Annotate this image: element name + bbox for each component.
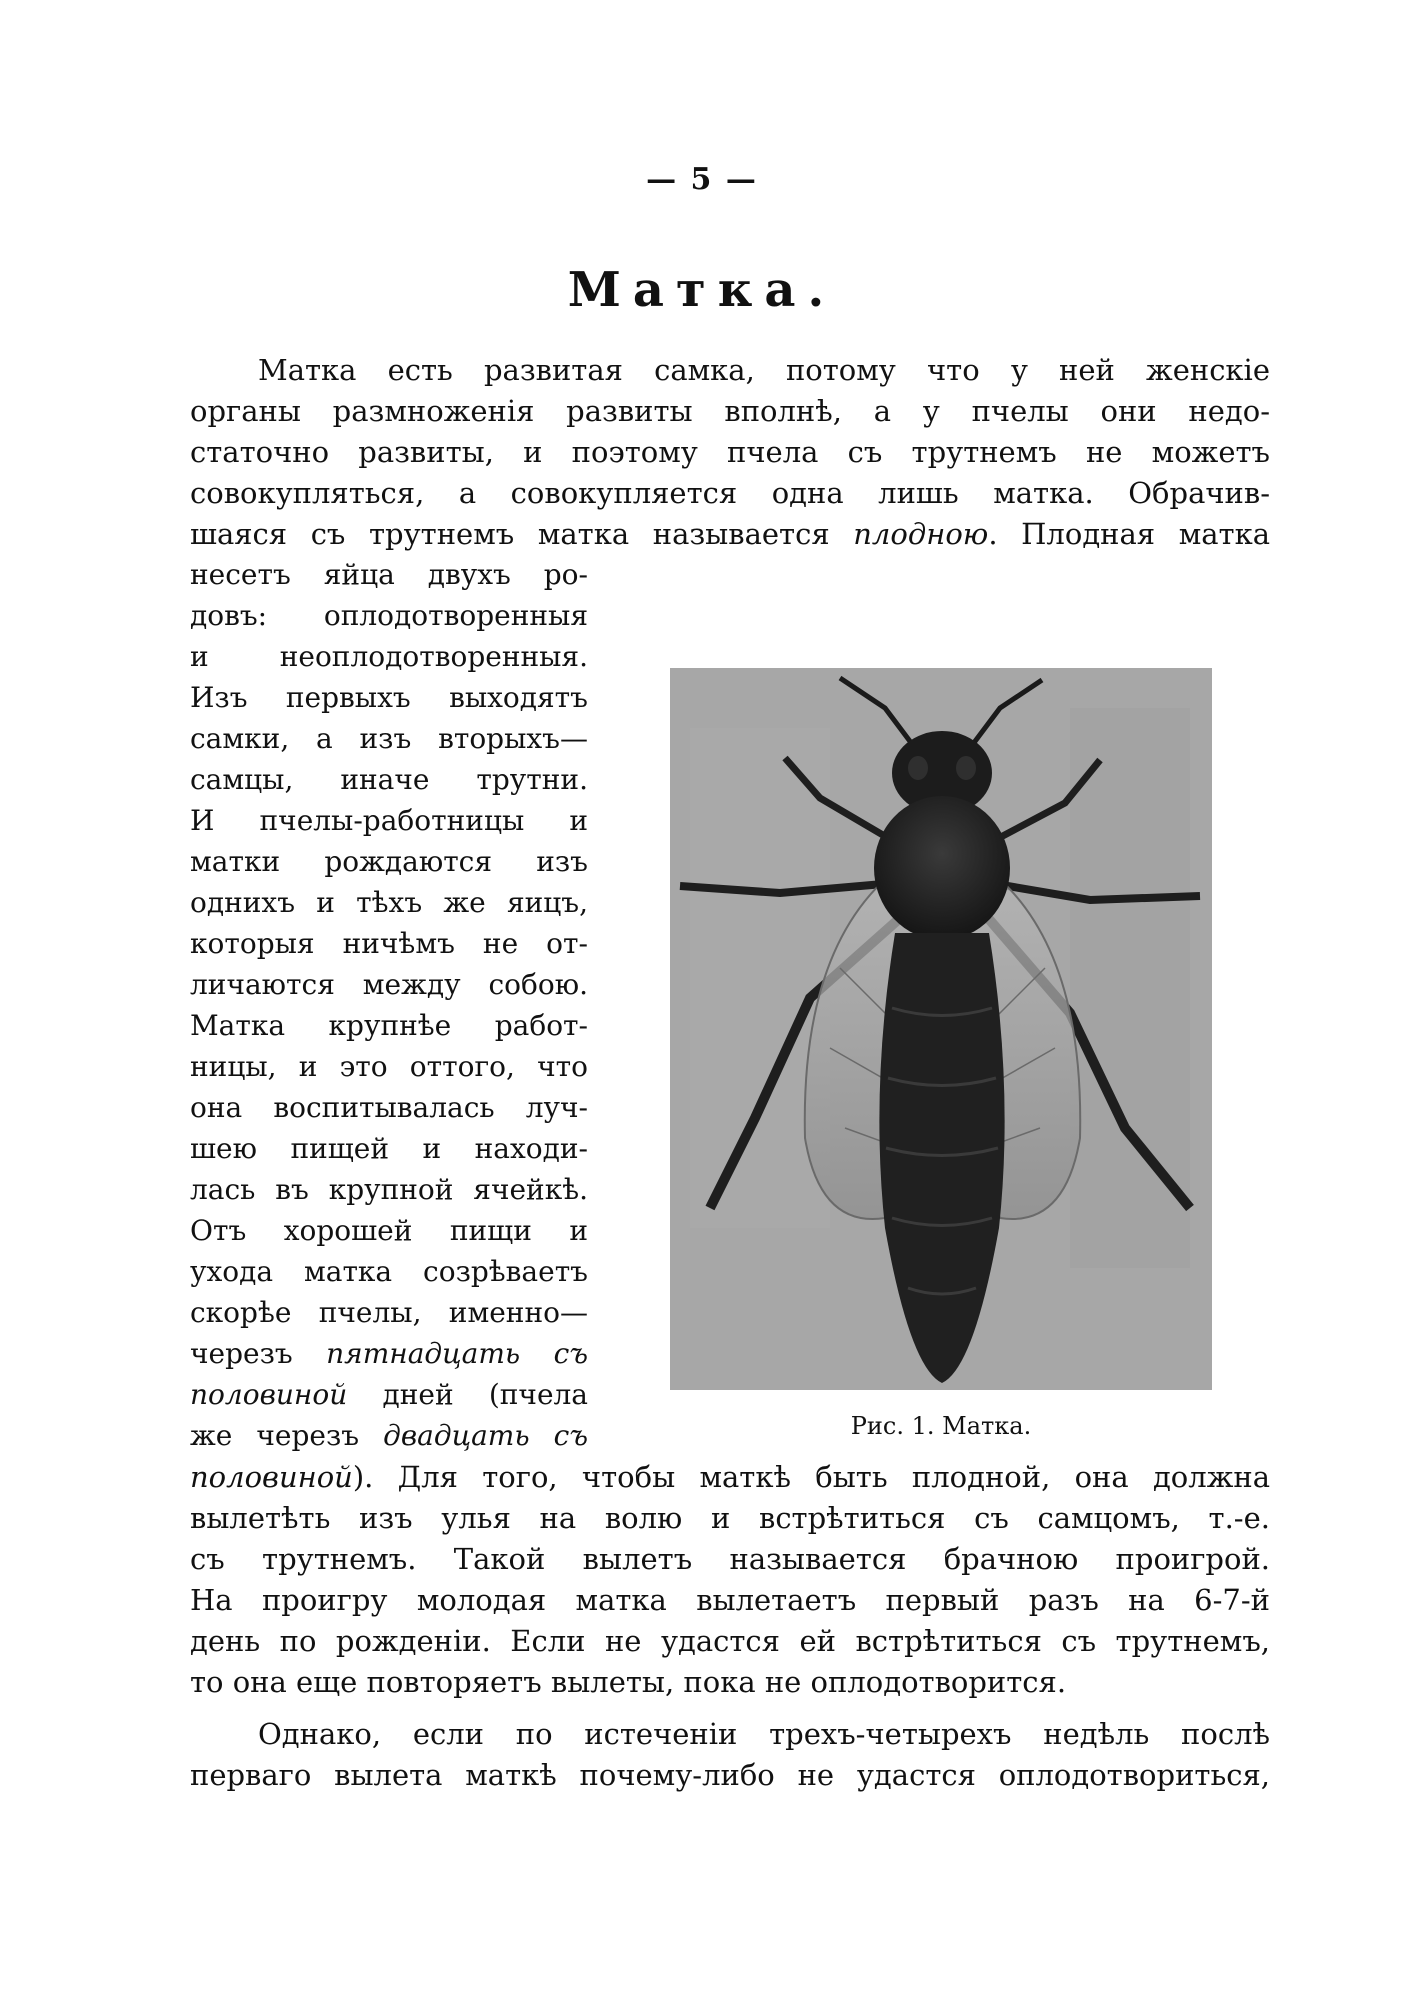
text-line: совокупляться, а совокупляется одна лишь матка. Обрачив- [190,476,1270,510]
narrow-line: и неоплодотворенныя. [190,640,588,673]
text-line: перваго вылета маткѣ почему-либо не удастся оплодотвориться, [190,1758,1270,1792]
text-line: органы размноженія развиты вполнѣ, а у пчелы они недо- [190,394,1270,428]
narrow-line: Матка крупнѣе работ- [190,1009,588,1042]
narrow-line: несетъ яйца двухъ ро- [190,558,588,591]
narrow-line: лась въ крупной ячейкѣ. [190,1173,588,1206]
narrow-line: самки, а изъ вторыхъ— [190,722,588,755]
text-line: На проигру молодая матка вылетаетъ первый разъ на 6-7-й [190,1583,1270,1617]
narrow-line: И пчелы-работницы и [190,804,588,837]
narrow-line: матки рождаются изъ [190,845,588,878]
narrow-line [190,1416,588,1456]
italic-term: двадцать съ [383,1419,588,1452]
text-line: Однако, если по истеченіи трехъ-четырехъ недѣль послѣ [258,1717,1270,1751]
narrow-line: личаются между собою. [190,968,588,1001]
text-span: ). Для того, чтобы маткѣ быть плодной, она должна [352,1460,1270,1494]
narrow-line: однихъ и тѣхъ же яицъ, [190,886,588,919]
italic-term: половиной [190,1378,348,1411]
text-span: . Плодная матка [988,517,1270,551]
text-line: статочно развиты, и поэтому пчела съ трутнемъ не можетъ [190,435,1270,469]
narrow-line: самцы, иначе трутни. [190,763,588,796]
text-span: шаяся съ трутнемъ матка называется [190,517,854,551]
narrow-line: скорѣе пчелы, именно— [190,1296,588,1329]
narrow-line: Изъ первыхъ выходятъ [190,681,588,714]
page-title: Матка. [567,262,837,318]
queen-bee-figure [670,668,1212,1390]
figure-caption: Рис. 1. Матка. [850,1412,1032,1440]
text-span: же черезъ [190,1419,384,1452]
text-span: черезъ [190,1337,327,1370]
queen-bee-illustration [670,668,1212,1390]
narrow-line: ницы, и это оттого, что [190,1050,588,1083]
text-line: то она еще повторяетъ вылеты, пока не оплодотворится. [190,1665,1067,1699]
text-line: съ трутнемъ. Такой вылетъ называется брачною проигрой. [190,1542,1270,1576]
narrow-line: ухода матка созрѣваетъ [190,1255,588,1288]
text-line: вылетѣть изъ улья на волю и встрѣтиться съ самцомъ, т.-е. [190,1501,1270,1535]
narrow-line: Отъ хорошей пищи и [190,1214,588,1247]
narrow-line [190,1375,588,1415]
narrow-line: которыя ничѣмъ не от- [190,927,588,960]
narrow-line: шею пищей и находи- [190,1132,588,1165]
narrow-line: она воспитывалась луч- [190,1091,588,1124]
narrow-line [190,1334,588,1374]
page-number: — 5 — [646,162,758,197]
italic-term: плодною [853,517,989,551]
narrow-line: довъ: оплодотворенныя [190,599,588,632]
text-line [190,514,1270,554]
italic-term: пятнадцать съ [326,1337,588,1370]
italic-term: половиной [190,1460,353,1494]
text-line [190,1457,1270,1497]
text-span: дней (пчела [347,1378,588,1411]
text-line: день по рожденіи. Если не удастся ей встрѣтиться съ трутнемъ, [190,1624,1270,1658]
text-line: Матка есть развитая самка, потому что у ней женскіе [258,353,1270,387]
